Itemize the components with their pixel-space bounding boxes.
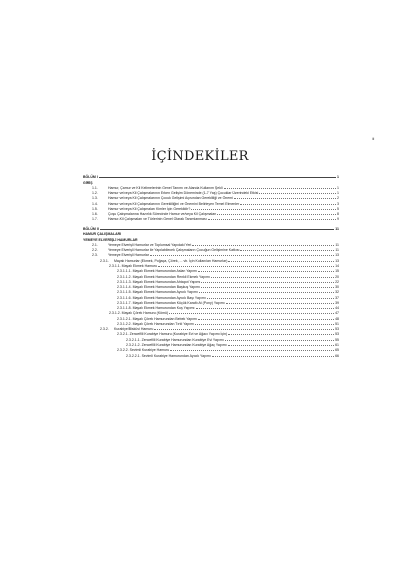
toc-entry-number: 2.3.1. bbox=[100, 258, 109, 263]
toc-page-number: 11 bbox=[335, 242, 339, 247]
dot-leader bbox=[226, 303, 334, 304]
toc-entry-text: 2.3.1.2.2. Mayalı Çörek Hamurundan Tırtıl Yapımı bbox=[117, 321, 195, 326]
dot-leader bbox=[259, 193, 336, 194]
toc-entry-number: 2.3.2. bbox=[100, 327, 109, 332]
toc-entry-text: BÖLÜM II bbox=[83, 227, 99, 232]
dot-leader bbox=[240, 250, 334, 251]
toc-page-number: 66 bbox=[335, 353, 339, 358]
toc-entry-text: YEMEYE ELVERİŞLİ HAMURLAR bbox=[83, 237, 138, 242]
dot-leader bbox=[234, 198, 336, 199]
toc-entry-text: Hamur, Çamur ve Kil Kelimelerinin Genel Tanımı ve Alanda Kullanım Şekli bbox=[108, 185, 223, 190]
toc-page-number: 44 bbox=[335, 306, 339, 311]
dot-leader bbox=[224, 185, 339, 190]
toc-entry-number: 2.3. bbox=[92, 253, 98, 258]
dot-leader bbox=[150, 255, 334, 256]
toc-entry-text: 2.3.1.1.6. Mayalı Ekmek Hamurundan Ayıcık Başı Yapımı bbox=[117, 295, 206, 300]
toc-entry bbox=[83, 352, 339, 357]
toc-page-number: 53 bbox=[335, 332, 339, 337]
dot-leader bbox=[191, 209, 336, 210]
toc-page-number: 11 bbox=[335, 227, 339, 232]
dot-leader bbox=[192, 245, 334, 246]
dot-leader bbox=[198, 271, 334, 272]
dot-leader bbox=[100, 229, 335, 230]
toc-entry-text: Yemeye Elverişli Hamurlar ile Yapılabilecek Çalışmaların Çocuğun Gelişimine Katkısı bbox=[108, 248, 240, 253]
toc-entry-text: Hamur-Kil Çalışmaları ve Türlerinin Genel Olarak Tanımlanması bbox=[108, 217, 207, 222]
toc-page-number: 30 bbox=[335, 285, 339, 290]
toc-entry-text: Mayalı Hamurlar (Ekmek, Poğaça, Çörek, ... vb. İçin Kullanılan Hamurlar) bbox=[114, 258, 228, 263]
toc-page-number: 65 bbox=[335, 348, 339, 353]
toc-entry-text: Hamur ve/veya Kil Çalışmalarının Erken Gelişim Döneminde (1-7 Yaş) Çocuklar Üzerindeki Etkisi bbox=[108, 191, 259, 196]
page-title: İÇİNDEKİLER bbox=[151, 149, 249, 164]
toc-entry-number: 1.1. bbox=[92, 185, 98, 190]
dot-leader bbox=[195, 324, 334, 325]
toc-entry-number: 1.3. bbox=[92, 196, 98, 201]
dot-leader bbox=[154, 329, 334, 330]
toc-entry-text: 2.3.1.1.7. Mayalı Ekmek Hamurundan Küçük Karaltı At (Pony) Yapımı bbox=[117, 300, 225, 305]
toc-page-number: 20 bbox=[335, 274, 339, 279]
toc-entry-text: 2.3.1.1.4. Mayalı Ekmek Hamurundan Başkuş Yapımı bbox=[117, 285, 200, 290]
dot-leader bbox=[207, 298, 334, 299]
toc-entry-text: 2.3.2.1.1. Zencefilli Kurabiye Hamurundan Kurabiye Evi Yapımı bbox=[126, 337, 224, 342]
toc-entry-text: Hamur ve/veya Kil Çalışmalarının Gerekliliğini ve Önemini Belirleyen Temel Etmenler bbox=[108, 201, 240, 206]
toc-entry-text: 2.3.2.1. Zencefilli Kurabiye Hamuru (Kurabiye Evi ve Ağacı Yapımı İçin) bbox=[117, 332, 228, 337]
toc-page-number: 39 bbox=[335, 300, 339, 305]
toc-page-number: 32 bbox=[335, 290, 339, 295]
toc-page-number: 15 bbox=[335, 269, 339, 274]
toc-entry-number: 1.4. bbox=[92, 201, 98, 206]
toc-page-number: 11 bbox=[335, 248, 339, 253]
dot-leader bbox=[169, 313, 334, 314]
toc-entry-text: 2.3.1.1.2. Mayalı Ekmek Hamurundan Renkli Ekmek Yapımı bbox=[117, 274, 210, 279]
toc-page-number: 37 bbox=[335, 295, 339, 300]
dot-leader bbox=[208, 219, 336, 220]
toc-entry-text: Kurabiye/Bisküvi Hamuru bbox=[114, 327, 154, 332]
toc-entry-text: 2.3.1.2. Mayalı Çörek Hamuru (Kömü) bbox=[109, 311, 169, 316]
toc-page-number: 1 bbox=[337, 175, 339, 180]
dot-leader bbox=[198, 319, 334, 320]
toc-page-number: 22 bbox=[335, 279, 339, 284]
dot-leader bbox=[199, 292, 334, 293]
dot-leader bbox=[201, 287, 334, 288]
toc-entry-number: 1.2. bbox=[92, 191, 98, 196]
toc-page-number: 47 bbox=[335, 311, 339, 316]
toc-entry-number: 1.5. bbox=[92, 206, 98, 211]
toc-entry-number: 2.1. bbox=[92, 242, 98, 247]
toc-page-number: 14 bbox=[335, 264, 339, 269]
toc-entry-text: 2.3.1.1.3. Mayalı Ekmek Hamurundan Ahtapot Yapımı bbox=[117, 279, 201, 284]
dot-leader bbox=[211, 277, 334, 278]
toc-page-number: 61 bbox=[335, 343, 339, 347]
toc-entry-text: Hamur ve/veya Kil Çalışmaları Kimler İçin Gereklidir? bbox=[108, 206, 191, 211]
toc-entry-text: Yemeye Elverişli Hamurlar bbox=[108, 253, 149, 258]
page-number: iii bbox=[372, 137, 375, 141]
dot-leader bbox=[196, 308, 335, 309]
toc-page-number: 9 bbox=[337, 217, 339, 222]
toc-page-number: 48 bbox=[335, 316, 339, 321]
toc-page-number: 8 bbox=[337, 212, 339, 217]
toc-entry-text: 2.3.2.2.1. Sevimli Kurabiye Hamurundan Ayıcık Yapımı bbox=[126, 353, 211, 358]
toc-page-number: 53 bbox=[335, 327, 339, 332]
toc-entry-text: GİRİŞ bbox=[83, 180, 93, 185]
toc-entry-text: 2.3.1.1.8. Mayalı Ekmek Hamurundan Kuş Yapımı bbox=[117, 306, 195, 311]
toc-page-number: 5 bbox=[337, 206, 339, 211]
toc-page-number: 2 bbox=[337, 196, 339, 201]
table-of-contents bbox=[83, 174, 339, 358]
toc-page-number: 51 bbox=[335, 321, 339, 326]
toc-entry-text: BÖLÜM I bbox=[83, 175, 98, 180]
dot-leader bbox=[228, 334, 334, 335]
toc-page-number: 1 bbox=[337, 185, 339, 190]
dot-leader bbox=[170, 350, 334, 351]
toc-entry-number: 1.7. bbox=[92, 217, 98, 222]
dot-leader bbox=[240, 204, 336, 205]
dot-leader bbox=[228, 345, 334, 346]
dot-leader bbox=[158, 266, 334, 267]
toc-entry-text: 2.3.1.2.1. Mayalı Çörek Hamurundan Bebek Yapımı bbox=[117, 316, 198, 321]
toc-entry-number: 2.2. bbox=[92, 248, 98, 253]
toc-entry bbox=[83, 216, 339, 221]
toc-page-number: 1 bbox=[337, 191, 339, 196]
dot-leader bbox=[217, 214, 336, 215]
toc-entry-text: 2.3.1.1.1. Mayalı Ekmek Hamurundan Aslan Yapımı bbox=[117, 269, 198, 274]
toc-entry-text: 2.3.1.1. Mayalı Ekmek Hamuru bbox=[109, 264, 158, 269]
dot-leader bbox=[228, 261, 334, 262]
toc-page-number: 13 bbox=[335, 258, 339, 263]
toc-entry-text: 2.3.2.1.2. Zencefilli Kurabiye Hamurundan Kurabiye Ağaç Yapımı bbox=[126, 343, 227, 347]
toc-entry-text: Hamur ve/veya Kil Çalışmalarının Çocuk Gelişimi Açısından Gerekliliği ve Önemi bbox=[108, 196, 233, 201]
dot-leader bbox=[212, 356, 334, 357]
toc-page-number: 13 bbox=[335, 253, 339, 258]
toc-entry-text: Çoşu Çalışmalarına Hazırlık Sürecinde Hamur ve/veya Kil Çalışmaları bbox=[108, 212, 217, 217]
dot-leader bbox=[99, 177, 336, 178]
toc-entry-text: HAMUR ÇALIŞMALARI bbox=[83, 232, 122, 237]
toc-entry-text: Yemeye Elverişli Hamurlar ve Toplumsal Yapıdaki Yeri bbox=[108, 242, 192, 247]
toc-entry-text: 2.3.2.2. Sevimli Kurabiye Hamuru bbox=[117, 348, 170, 353]
dot-leader bbox=[201, 282, 334, 283]
toc-page-number: 55 bbox=[335, 337, 339, 342]
toc-entry-text: 2.3.1.1.5. Mayalı Ekmek Hamurundan Ayıcık Yapımı bbox=[117, 290, 198, 295]
toc-entry-number: 1.6. bbox=[92, 212, 98, 217]
toc-page-number: 3 bbox=[337, 201, 339, 206]
dot-leader bbox=[225, 340, 334, 341]
